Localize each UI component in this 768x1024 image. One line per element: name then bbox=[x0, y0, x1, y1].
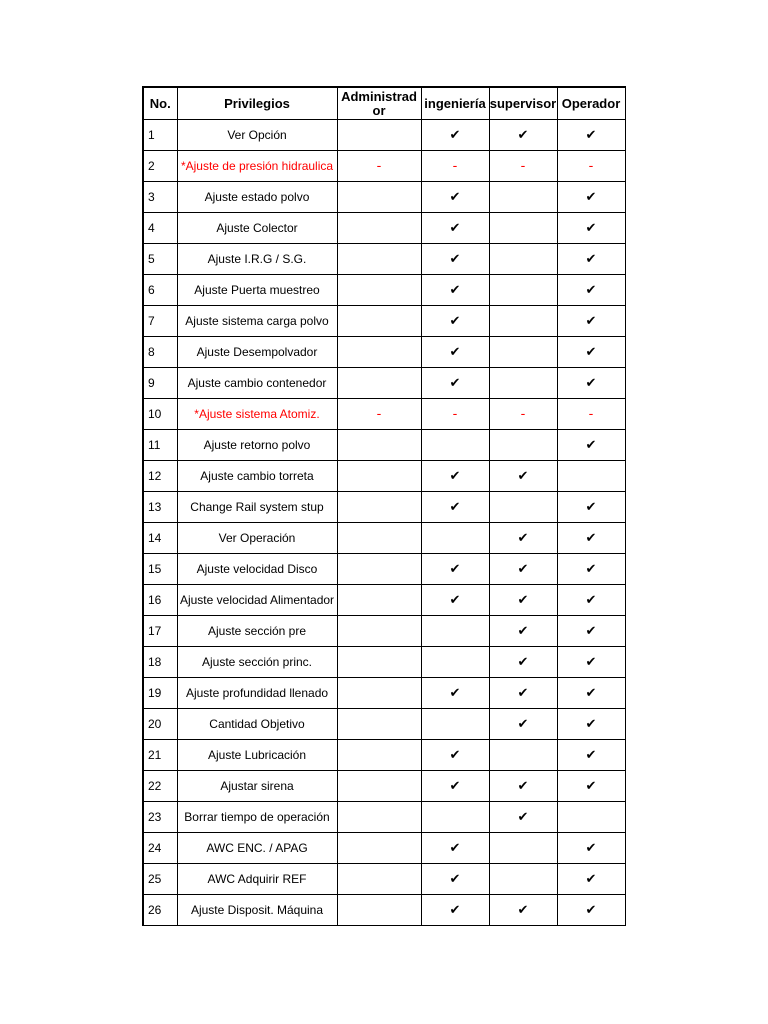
operator-permission-mark: ✔ bbox=[557, 337, 625, 368]
operator-permission-mark: ✔ bbox=[557, 523, 625, 554]
privilege-name: Ajuste Desempolvador bbox=[177, 337, 337, 368]
admin-permission-mark bbox=[337, 678, 421, 709]
engineering-permission-mark: ✔ bbox=[421, 461, 489, 492]
privilege-name: Ajuste sección pre bbox=[177, 616, 337, 647]
operator-permission-mark: ✔ bbox=[557, 182, 625, 213]
engineering-permission-mark: ✔ bbox=[421, 864, 489, 895]
supervisor-permission-mark: ✔ bbox=[489, 709, 557, 740]
privilege-name: *Ajuste sistema Atomiz. bbox=[177, 399, 337, 430]
supervisor-permission-mark bbox=[489, 864, 557, 895]
operator-permission-mark: ✔ bbox=[557, 430, 625, 461]
operator-permission-mark: ✔ bbox=[557, 740, 625, 771]
operator-permission-mark: ✔ bbox=[557, 833, 625, 864]
table-row bbox=[143, 492, 625, 523]
engineering-permission-mark: ✔ bbox=[421, 678, 489, 709]
table-row bbox=[143, 213, 625, 244]
supervisor-permission-mark: - bbox=[489, 399, 557, 430]
supervisor-permission-mark: ✔ bbox=[489, 895, 557, 926]
admin-permission-mark bbox=[337, 709, 421, 740]
admin-permission-mark bbox=[337, 492, 421, 523]
admin-permission-mark bbox=[337, 337, 421, 368]
row-number: 10 bbox=[143, 399, 177, 430]
table-row bbox=[143, 151, 625, 182]
admin-permission-mark bbox=[337, 833, 421, 864]
operator-permission-mark: ✔ bbox=[557, 678, 625, 709]
privileges-table bbox=[142, 86, 626, 926]
engineering-permission-mark: ✔ bbox=[421, 244, 489, 275]
admin-permission-mark bbox=[337, 120, 421, 151]
row-number: 24 bbox=[143, 833, 177, 864]
row-number: 22 bbox=[143, 771, 177, 802]
operator-permission-mark: ✔ bbox=[557, 585, 625, 616]
privilege-name: Ver Opción bbox=[177, 120, 337, 151]
operator-permission-mark: ✔ bbox=[557, 864, 625, 895]
engineering-permission-mark: ✔ bbox=[421, 368, 489, 399]
table-row bbox=[143, 554, 625, 585]
row-number: 13 bbox=[143, 492, 177, 523]
operator-permission-mark bbox=[557, 461, 625, 492]
engineering-permission-mark bbox=[421, 430, 489, 461]
table-row bbox=[143, 802, 625, 833]
supervisor-permission-mark: ✔ bbox=[489, 523, 557, 554]
row-number: 12 bbox=[143, 461, 177, 492]
header-operator: Operador bbox=[557, 87, 625, 120]
privilege-name: Ajuste Disposit. Máquina bbox=[177, 895, 337, 926]
table-row bbox=[143, 616, 625, 647]
supervisor-permission-mark bbox=[489, 492, 557, 523]
admin-permission-mark bbox=[337, 182, 421, 213]
privilege-name: Ajuste sistema carga polvo bbox=[177, 306, 337, 337]
privilege-name: *Ajuste de presión hidraulica bbox=[177, 151, 337, 182]
privilege-name: Ajuste velocidad Disco bbox=[177, 554, 337, 585]
table-row bbox=[143, 275, 625, 306]
admin-permission-mark bbox=[337, 585, 421, 616]
privilege-name: Ajuste Puerta muestreo bbox=[177, 275, 337, 306]
table-row bbox=[143, 523, 625, 554]
operator-permission-mark: ✔ bbox=[557, 244, 625, 275]
privilege-name: Borrar tiempo de operación bbox=[177, 802, 337, 833]
row-number: 6 bbox=[143, 275, 177, 306]
privilege-name: Ajuste velocidad Alimentador bbox=[177, 585, 337, 616]
engineering-permission-mark: ✔ bbox=[421, 895, 489, 926]
supervisor-permission-mark: ✔ bbox=[489, 120, 557, 151]
operator-permission-mark: ✔ bbox=[557, 647, 625, 678]
privilege-name: Ajuste Lubricación bbox=[177, 740, 337, 771]
privilege-name: Ajuste cambio contenedor bbox=[177, 368, 337, 399]
supervisor-permission-mark: ✔ bbox=[489, 616, 557, 647]
admin-permission-mark bbox=[337, 523, 421, 554]
table-row bbox=[143, 740, 625, 771]
supervisor-permission-mark bbox=[489, 213, 557, 244]
operator-permission-mark: ✔ bbox=[557, 554, 625, 585]
operator-permission-mark bbox=[557, 802, 625, 833]
supervisor-permission-mark: - bbox=[489, 151, 557, 182]
admin-permission-mark bbox=[337, 306, 421, 337]
table-row bbox=[143, 864, 625, 895]
row-number: 1 bbox=[143, 120, 177, 151]
privilege-name: Ajustar sirena bbox=[177, 771, 337, 802]
admin-permission-mark bbox=[337, 864, 421, 895]
operator-permission-mark: ✔ bbox=[557, 275, 625, 306]
row-number: 25 bbox=[143, 864, 177, 895]
engineering-permission-mark: ✔ bbox=[421, 492, 489, 523]
engineering-permission-mark: ✔ bbox=[421, 337, 489, 368]
engineering-permission-mark bbox=[421, 616, 489, 647]
engineering-permission-mark: ✔ bbox=[421, 306, 489, 337]
supervisor-permission-mark: ✔ bbox=[489, 647, 557, 678]
admin-permission-mark bbox=[337, 461, 421, 492]
engineering-permission-mark bbox=[421, 802, 489, 833]
privilege-name: Ajuste estado polvo bbox=[177, 182, 337, 213]
supervisor-permission-mark bbox=[489, 275, 557, 306]
row-number: 18 bbox=[143, 647, 177, 678]
table-row bbox=[143, 368, 625, 399]
table-row bbox=[143, 399, 625, 430]
privilege-name: Ajuste profundidad llenado bbox=[177, 678, 337, 709]
row-number: 11 bbox=[143, 430, 177, 461]
engineering-permission-mark: ✔ bbox=[421, 554, 489, 585]
admin-permission-mark bbox=[337, 647, 421, 678]
engineering-permission-mark: ✔ bbox=[421, 585, 489, 616]
table-row bbox=[143, 461, 625, 492]
supervisor-permission-mark: ✔ bbox=[489, 771, 557, 802]
table-row bbox=[143, 430, 625, 461]
table-row bbox=[143, 244, 625, 275]
privilege-name: Ver Operación bbox=[177, 523, 337, 554]
header-engineering: ingeniería bbox=[421, 87, 489, 120]
table-row bbox=[143, 120, 625, 151]
row-number: 4 bbox=[143, 213, 177, 244]
supervisor-permission-mark bbox=[489, 740, 557, 771]
supervisor-permission-mark: ✔ bbox=[489, 554, 557, 585]
row-number: 19 bbox=[143, 678, 177, 709]
admin-permission-mark bbox=[337, 616, 421, 647]
engineering-permission-mark: ✔ bbox=[421, 740, 489, 771]
operator-permission-mark: ✔ bbox=[557, 771, 625, 802]
supervisor-permission-mark bbox=[489, 244, 557, 275]
row-number: 15 bbox=[143, 554, 177, 585]
row-number: 23 bbox=[143, 802, 177, 833]
operator-permission-mark: ✔ bbox=[557, 709, 625, 740]
operator-permission-mark: ✔ bbox=[557, 616, 625, 647]
table-row bbox=[143, 678, 625, 709]
engineering-permission-mark: ✔ bbox=[421, 275, 489, 306]
engineering-permission-mark bbox=[421, 523, 489, 554]
header-row bbox=[143, 87, 625, 120]
row-number: 3 bbox=[143, 182, 177, 213]
admin-permission-mark: - bbox=[337, 399, 421, 430]
row-number: 7 bbox=[143, 306, 177, 337]
privilege-name: Ajuste Colector bbox=[177, 213, 337, 244]
row-number: 14 bbox=[143, 523, 177, 554]
supervisor-permission-mark bbox=[489, 337, 557, 368]
table-row bbox=[143, 771, 625, 802]
row-number: 2 bbox=[143, 151, 177, 182]
supervisor-permission-mark bbox=[489, 833, 557, 864]
table-row bbox=[143, 709, 625, 740]
supervisor-permission-mark bbox=[489, 368, 557, 399]
row-number: 20 bbox=[143, 709, 177, 740]
operator-permission-mark: ✔ bbox=[557, 492, 625, 523]
table-row bbox=[143, 585, 625, 616]
supervisor-permission-mark: ✔ bbox=[489, 678, 557, 709]
row-number: 21 bbox=[143, 740, 177, 771]
admin-permission-mark: - bbox=[337, 151, 421, 182]
operator-permission-mark: ✔ bbox=[557, 120, 625, 151]
engineering-permission-mark: ✔ bbox=[421, 833, 489, 864]
privilege-name: Change Rail system stup bbox=[177, 492, 337, 523]
admin-permission-mark bbox=[337, 430, 421, 461]
engineering-permission-mark bbox=[421, 709, 489, 740]
admin-permission-mark bbox=[337, 554, 421, 585]
engineering-permission-mark: ✔ bbox=[421, 771, 489, 802]
admin-permission-mark bbox=[337, 244, 421, 275]
row-number: 26 bbox=[143, 895, 177, 926]
header-no: No. bbox=[143, 87, 177, 120]
supervisor-permission-mark: ✔ bbox=[489, 585, 557, 616]
operator-permission-mark: ✔ bbox=[557, 213, 625, 244]
supervisor-permission-mark bbox=[489, 182, 557, 213]
operator-permission-mark: - bbox=[557, 151, 625, 182]
row-number: 9 bbox=[143, 368, 177, 399]
privilege-name: Cantidad Objetivo bbox=[177, 709, 337, 740]
privilege-name: Ajuste cambio torreta bbox=[177, 461, 337, 492]
engineering-permission-mark: - bbox=[421, 151, 489, 182]
privilege-name: Ajuste I.R.G / S.G. bbox=[177, 244, 337, 275]
admin-permission-mark bbox=[337, 368, 421, 399]
header-privileges: Privilegios bbox=[177, 87, 337, 120]
table-row bbox=[143, 182, 625, 213]
table-row bbox=[143, 337, 625, 368]
supervisor-permission-mark bbox=[489, 306, 557, 337]
admin-permission-mark bbox=[337, 740, 421, 771]
privilege-name: Ajuste retorno polvo bbox=[177, 430, 337, 461]
row-number: 17 bbox=[143, 616, 177, 647]
supervisor-permission-mark: ✔ bbox=[489, 461, 557, 492]
row-number: 16 bbox=[143, 585, 177, 616]
admin-permission-mark bbox=[337, 771, 421, 802]
admin-permission-mark bbox=[337, 895, 421, 926]
admin-permission-mark bbox=[337, 802, 421, 833]
header-supervisor: supervisor bbox=[489, 87, 557, 120]
table-row bbox=[143, 306, 625, 337]
engineering-permission-mark: ✔ bbox=[421, 120, 489, 151]
header-admin: Administrador bbox=[337, 87, 421, 120]
row-number: 8 bbox=[143, 337, 177, 368]
engineering-permission-mark: - bbox=[421, 399, 489, 430]
admin-permission-mark bbox=[337, 275, 421, 306]
engineering-permission-mark: ✔ bbox=[421, 182, 489, 213]
operator-permission-mark: - bbox=[557, 399, 625, 430]
table-row bbox=[143, 647, 625, 678]
privilege-name: AWC Adquirir REF bbox=[177, 864, 337, 895]
engineering-permission-mark: ✔ bbox=[421, 213, 489, 244]
supervisor-permission-mark: ✔ bbox=[489, 802, 557, 833]
supervisor-permission-mark bbox=[489, 430, 557, 461]
admin-permission-mark bbox=[337, 213, 421, 244]
operator-permission-mark: ✔ bbox=[557, 306, 625, 337]
row-number: 5 bbox=[143, 244, 177, 275]
table-row bbox=[143, 833, 625, 864]
engineering-permission-mark bbox=[421, 647, 489, 678]
table-row bbox=[143, 895, 625, 926]
operator-permission-mark: ✔ bbox=[557, 895, 625, 926]
privilege-name: Ajuste sección princ. bbox=[177, 647, 337, 678]
privilege-name: AWC ENC. / APAG bbox=[177, 833, 337, 864]
operator-permission-mark: ✔ bbox=[557, 368, 625, 399]
